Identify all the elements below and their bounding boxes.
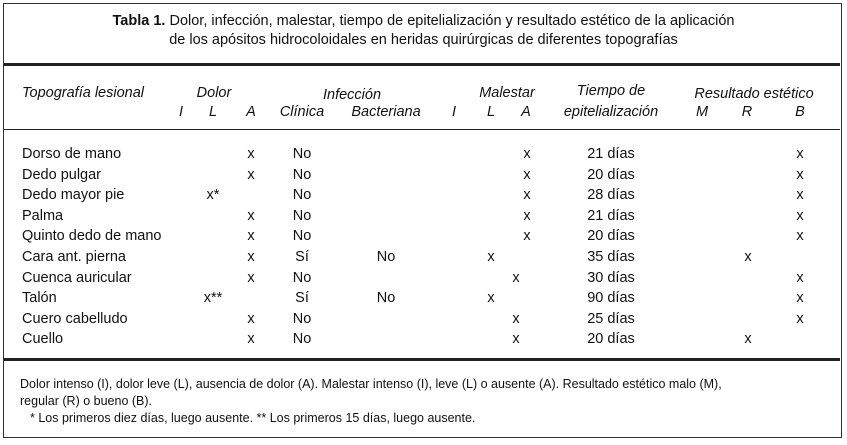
cell-tiempo: 28 días xyxy=(587,187,635,204)
subheader-resultado-m: M xyxy=(695,104,709,120)
subheader-clinica: Clínica xyxy=(279,104,325,120)
cell-clinica: No xyxy=(292,146,312,162)
cell-clinica: Sí xyxy=(295,249,309,265)
cell-tiempo: 20 días xyxy=(587,331,635,348)
header-tiempo-1: Tiempo de xyxy=(576,83,646,99)
cell-dolor-a: x xyxy=(247,166,255,183)
footnote-3: * Los primeros diez días, luego ausente. ** Los primeros 15 días, luego ausente. xyxy=(30,411,476,425)
cell-dolor-a: x xyxy=(247,269,255,286)
cell-clinica: No xyxy=(292,166,312,183)
cell-dolor-l: x** xyxy=(203,290,223,307)
header-dolor: Dolor xyxy=(196,85,232,101)
cell-res-b: x xyxy=(796,207,804,224)
cell-topografia: Dedo pulgar xyxy=(22,166,101,183)
cell-topografia: Cuello xyxy=(22,331,64,348)
cell-tiempo: 21 días xyxy=(587,207,635,224)
cell-dolor-a: x xyxy=(247,249,255,265)
subheader-dolor-l: L xyxy=(208,104,218,120)
cell-tiempo: 90 días xyxy=(587,290,635,307)
cell-topografia: Dorso de mano xyxy=(22,146,122,162)
cell-dolor-a: x xyxy=(247,146,255,162)
footnote-2: regular (R) o bueno (B). xyxy=(20,394,153,408)
footnote-1: Dolor intenso (I), dolor leve (L), ausencia de dolor (A). Malestar intenso (I), leve (L) o ausente (A). Resultado estético malo (M), xyxy=(20,377,722,391)
cell-res-b: x xyxy=(796,269,804,286)
subheader-malestar-l: L xyxy=(486,104,496,120)
rule-header xyxy=(4,129,840,130)
cell-clinica: No xyxy=(292,310,312,327)
cell-topografia: Palma xyxy=(22,207,64,224)
cell-tiempo: 20 días xyxy=(587,166,635,183)
cell-res-b: x xyxy=(796,228,804,245)
cell-dolor-a: x xyxy=(247,310,255,327)
cell-clinica: Sí xyxy=(295,290,309,307)
cell-topografia: Cara ant. pierna xyxy=(22,249,126,265)
cell-res-b: x xyxy=(796,187,804,204)
cell-res-b: x xyxy=(796,166,804,183)
cell-clinica: No xyxy=(292,331,312,348)
cell-dolor-a: x xyxy=(247,228,255,245)
rule-top xyxy=(4,63,840,66)
cell-bacteriana: No xyxy=(376,249,396,265)
cell-dolor-l: x* xyxy=(206,187,220,204)
cell-topografia: Cuero cabelludo xyxy=(22,310,128,327)
cell-clinica: No xyxy=(292,269,312,286)
cell-res-b: x xyxy=(796,290,804,307)
subheader-bacteriana: Bacteriana xyxy=(351,104,421,120)
header-topografia: Topografía lesional xyxy=(22,85,144,101)
subheader-resultado-b: B xyxy=(795,104,805,120)
cell-topografia: Dedo mayor pie xyxy=(22,187,125,204)
table-title xyxy=(0,12,847,50)
header-resultado: Resultado estético xyxy=(694,86,814,102)
cell-mal-a: x xyxy=(523,166,531,183)
cell-tiempo: 30 días xyxy=(587,269,635,286)
cell-mal-i: x xyxy=(487,290,495,307)
cell-tiempo: 25 días xyxy=(587,310,635,327)
cell-tiempo: 20 días xyxy=(587,228,635,245)
cell-clinica: No xyxy=(292,207,312,224)
cell-mal-a: x xyxy=(523,146,531,162)
subheader-dolor-i: I xyxy=(178,104,184,120)
cell-dolor-a: x xyxy=(247,331,255,348)
cell-bacteriana: No xyxy=(376,290,396,307)
title-line-2: de los apósitos hidrocoloidales en heridas quirúrgicas de diferentes topografías xyxy=(169,32,678,48)
cell-mal-l: x xyxy=(512,331,520,348)
subheader-malestar-a: A xyxy=(521,104,531,120)
cell-mal-l: x xyxy=(512,310,520,327)
header-tiempo-2: epitelialización xyxy=(563,104,659,120)
rule-bottom xyxy=(4,358,840,361)
cell-mal-a: x xyxy=(523,187,531,204)
cell-clinica: No xyxy=(292,187,312,204)
cell-res-b: x xyxy=(796,310,804,327)
cell-tiempo: 21 días xyxy=(587,146,635,162)
cell-mal-a: x xyxy=(523,228,531,245)
cell-res-r: x xyxy=(744,331,752,348)
header-malestar: Malestar xyxy=(479,85,535,101)
cell-res-r: x xyxy=(744,249,752,265)
table-label: Tabla 1. xyxy=(112,13,166,29)
cell-mal-i: x xyxy=(487,249,495,265)
cell-dolor-a: x xyxy=(247,207,255,224)
cell-res-b: x xyxy=(796,146,804,162)
cell-mal-l: x xyxy=(512,269,520,286)
subheader-resultado-r: R xyxy=(741,104,753,120)
cell-mal-a: x xyxy=(523,207,531,224)
cell-clinica: No xyxy=(292,228,312,245)
cell-topografia: Quinto dedo de mano xyxy=(22,228,162,245)
cell-topografia: Cuenca auricular xyxy=(22,269,132,286)
cell-tiempo: 35 días xyxy=(587,249,635,265)
cell-topografia: Talón xyxy=(22,290,57,307)
table-frame xyxy=(3,3,842,438)
subheader-malestar-i: I xyxy=(451,104,457,120)
header-infeccion: Infección xyxy=(322,87,382,103)
title-line-1: Dolor, infección, malestar, tiempo de epitelialización y resultado estético de la aplicación xyxy=(169,13,735,29)
subheader-dolor-a: A xyxy=(246,104,256,120)
